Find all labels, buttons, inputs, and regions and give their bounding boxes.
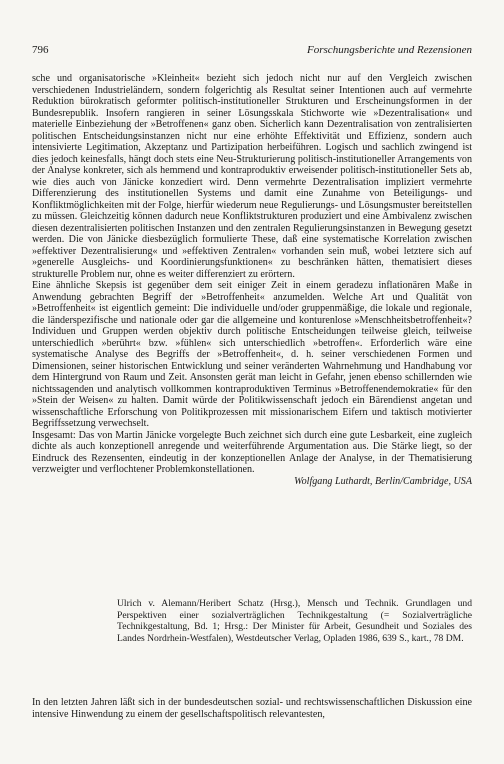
book-citation: Ulrich v. Alemann/Heribert Schatz (Hrsg.), Mensch und Technik. Grundlagen und Perspektiven einer sozialverträglichen Technikgestaltung (= Sozialverträgliche Technikgestaltung, Bd. 1; Hrsg.: Der Minister für Arbeit, Gesundheit und Soziales des Landes Nordrhein-Westfalen), Westdeutscher Verlag, Opladen 1986, 639 S., kart., 78 DM. — [117, 598, 472, 644]
section-title: Forschungsberichte und Rezensionen — [307, 44, 472, 56]
page-number: 796 — [32, 44, 49, 56]
paragraph-betroffenheit: Eine ähnliche Skepsis ist gegenüber dem seit einiger Zeit in einem geradezu inflationären Maße in Anwendung gebrachten Begriff der »Betroffenheit« anzumelden. Welche Art und Qualität von »Betroffenheit« ist eigentlich gemeint: Die individuelle und/oder gruppenmäßige, die lokale und regionale, die länderspezifische und nationale oder gar die allgemeine und konturenlose »Menschheitsbetroffenheit«? Individuen und Gruppen werden objektiv durch politische Entscheidungen teilweise gleich, teilweise unterschiedlich »berührt« bzw. »fühlen« sich unterschiedlich »betroffen«. Erforderlich wäre eine systematische Analyse des Begriffs der »Betroffenheit«, d. h. seiner verschiedenen Formen und Dimensionen, seiner historischen Entwicklung und seiner veränderten Wahrnehmung und Handhabung vor dem Hintergrund von Raum und Zeit. Ansonsten gerät man leicht in Gefahr, jenen ebenso schillernden wie nichtssagenden und analytisch vollkommen kontraproduktiven Terminus »Betroffenendemokratie« für den »Stein der Weisen« zu halten. Damit würde der Politikwissenschaft jedoch ein Bärendienst angetan und wissenschaftliche Erforschung von Politikprozessen mit missionarischem Eifern und taktisch motivierter Begriffssetzung verwechselt. — [32, 280, 472, 429]
next-review-paragraph: In den letzten Jahren läßt sich in der bundesdeutschen sozial- und rechtswissenschaftlichen Diskussion eine intensive Hinwendung zu einem der gesellschaftspolitisch relevantesten, — [32, 697, 472, 720]
paragraph-conclusion: Insgesamt: Das von Martin Jänicke vorgelegte Buch zeichnet sich durch eine gute Lesbarkeit, eine zugleich dichte als auch konzeptionell anregende und weiterführende Argumentation aus. Die Stärke liegt, so der Eindruck des Rezensenten, eindeutig in der konzeptionellen Anlage der Analyse, in der Thematisierung verzweigter und verflochtener Problemkonstellationen. — [32, 429, 472, 475]
paragraph-decentralisation: sche und organisatorische »Kleinheit« bezieht sich jedoch nicht nur auf den Vergleich zwischen verschiedenen Industrieländern, sondern folgerichtig als Resultat seiner Intentionen auch auf vermehrte Reduktion bürokratisch geformter politisch-institutioneller Strukturen und Erscheinungsformen in der Bundesrepublik. Insofern rangieren in seiner Lösungsskala Stichworte wie »Dezentralisation« und materielle Einbeziehung der »Betroffenen« ganz oben. Sicherlich kann Dezentralisation von zentralisierten politischen Entscheidungsinstanzen nicht nur eine erhöhte Effektivität und Effizienz, sondern auch intensivierte Legitimation, Akzeptanz und Partizipation herbeiführen. Logisch und sachlich zwingend ist dies jedoch keinesfalls, hängt doch stets eine Neu-Strukturierung politisch-institutioneller Arrangements von der Analyse konkreter, sich als hemmend und kontraproduktiv erweisender politisch-institutioneller Sets ab, wie dies auch von Jänicke konzediert wird. Denn vermehrte Dezentralisation impliziert vermehrte Differenzierung des institutionellen Systems und damit eine Zunahme von Beteiligungs- und Konfliktmöglichkeiten mit der Folge, hierfür wiederum neue Regulierungs- und Lösungsmuster bereitstellen zu müssen. Gleichzeitig können dadurch neue Konfliktstrukturen produziert und eine Ambivalenz zwischen diesen dezentralisierten politischen Instanzen und den zentralen Regulierungsinstanzen in Bewegung gesetzt werden. Die von Jänicke diesbezüglich formulierte These, daß eine systematische Korrelation zwischen »effektiver Dezentralisierung« und »effektiven Zentralen« vorhanden sein muß, wobei letztere sich auf »generelle Ausgleichs- und Koordinierungsfunktionen« zu beschränken hätten, thematisiert dieses strukturelle Problem nur, ohne es weiter differenziert zu erörtern. — [32, 73, 472, 280]
reviewer-byline: Wolfgang Luthardt, Berlin/Cambridge, USA — [294, 475, 472, 487]
running-header — [32, 44, 472, 56]
review-body — [32, 73, 472, 487]
